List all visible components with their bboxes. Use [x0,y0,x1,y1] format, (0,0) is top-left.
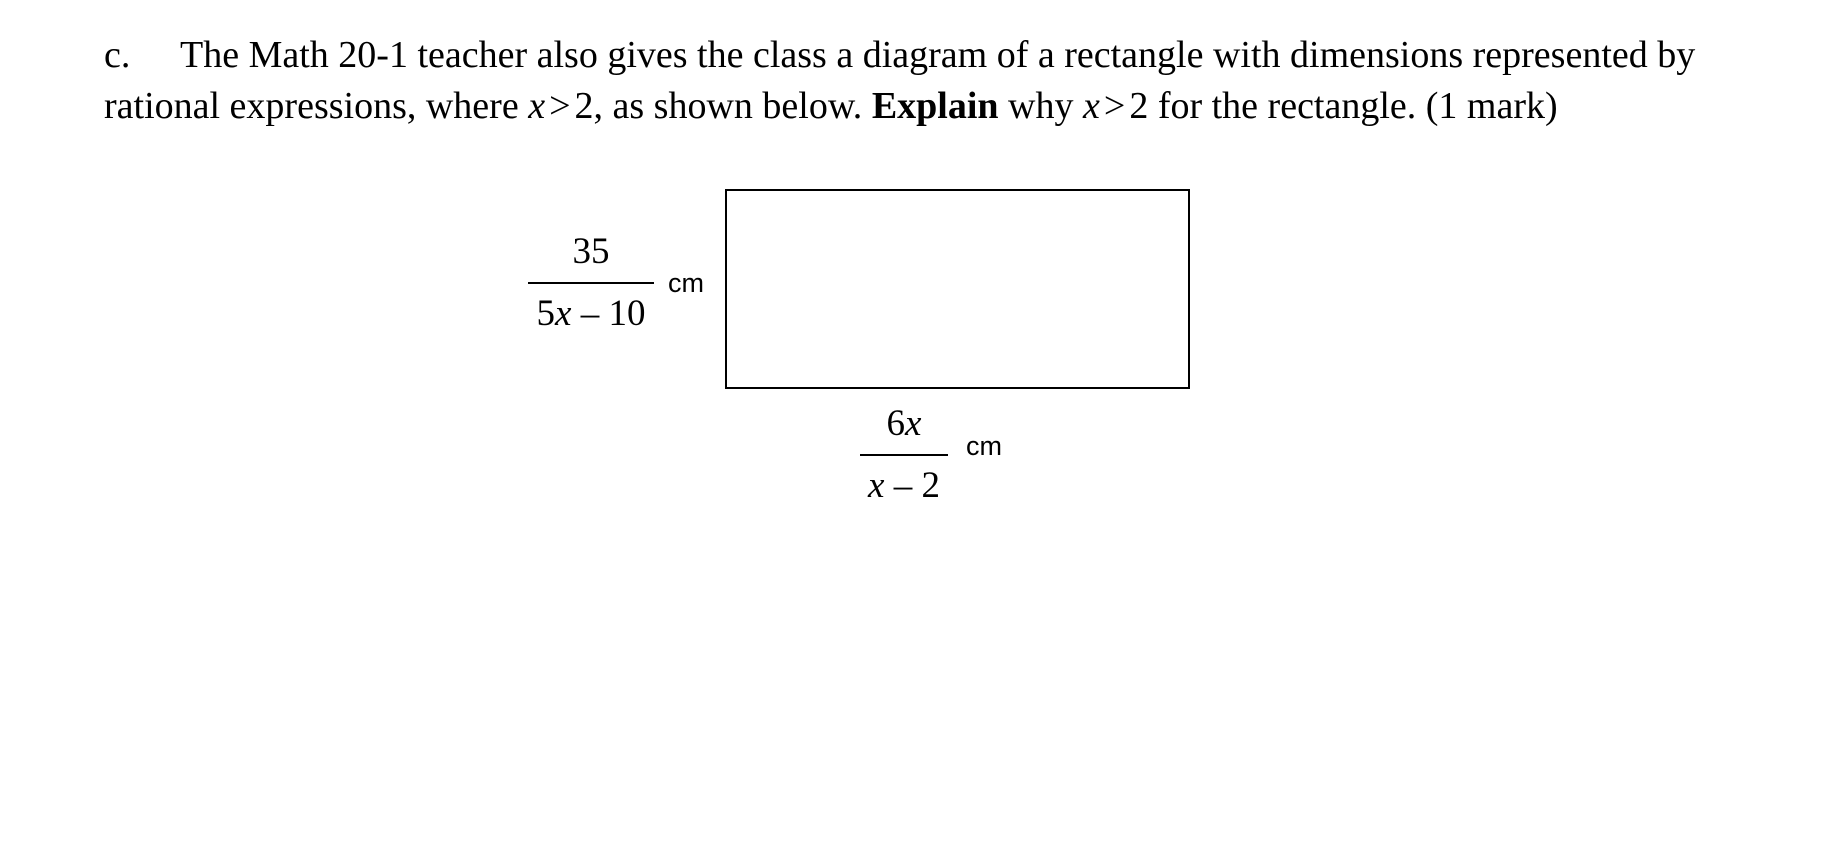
bottom-denominator: x – 2 [868,465,940,506]
bottom-length-fraction [860,404,948,506]
question-text [104,30,1784,132]
question-intro: The Math 20-1 teacher also gives the class a diagram of a rectangle with dimensions represented by rational expressions, where [104,34,1696,127]
side-denominator: 5x – 10 [536,293,646,334]
question-marker: c. [104,34,131,76]
bottom-fraction-bar [860,454,948,456]
question-end: for the rectangle. (1 mark) [1157,85,1558,127]
bottom-numerator: 6x [886,403,922,444]
condition-inline-1: x > 2 [528,85,594,127]
side-fraction-bar [528,282,654,284]
rectangle-diagram [725,189,1190,389]
side-length-fraction [528,232,654,334]
bottom-unit: cm [966,431,1002,461]
side-unit: cm [668,268,704,298]
condition-inline-2: x > 2 [1083,85,1149,127]
side-numerator: 35 [572,231,610,272]
question-why: why [1008,85,1074,127]
question-middle: , as shown below. [593,85,863,127]
explain-keyword: Explain [871,85,999,127]
